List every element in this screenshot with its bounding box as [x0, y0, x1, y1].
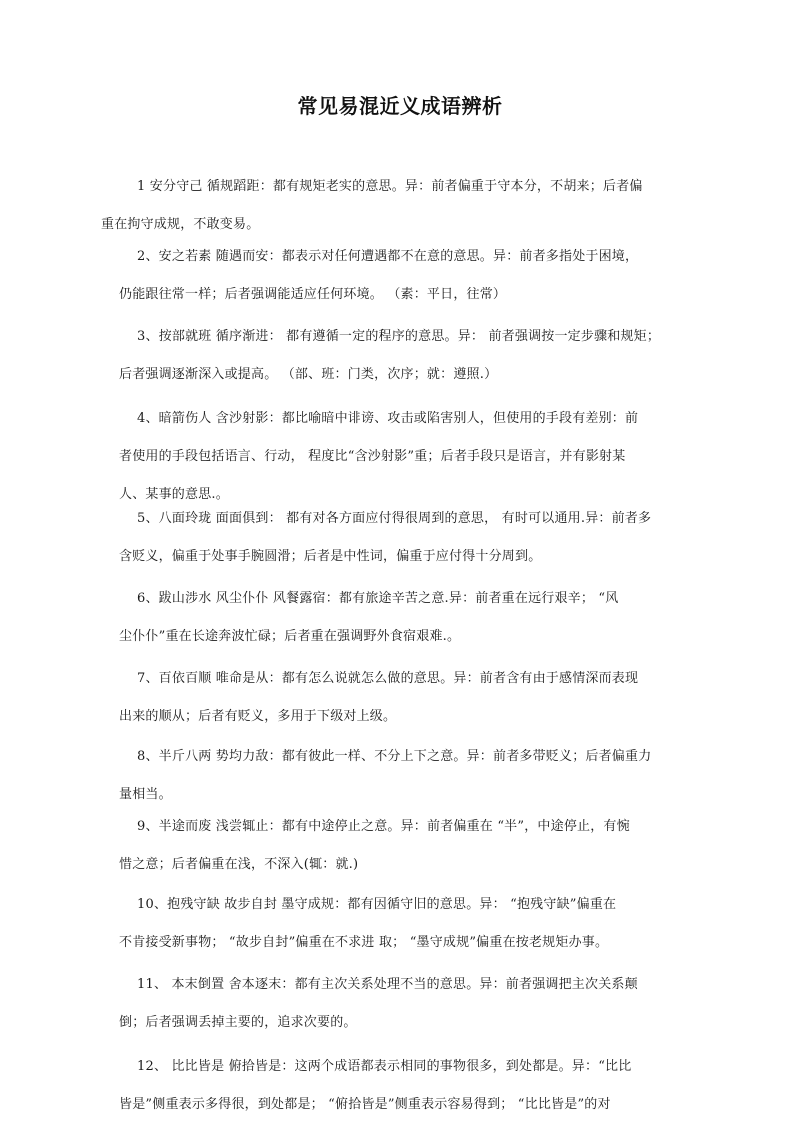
entry-line: 7、百依百顺 唯命是从：都有怎么说就怎么做的意思。异：前者含有由于感情深而表现 [137, 671, 639, 686]
entry-line: 2、安之若素 随遇而安：都表示对任何遭遇都不在意的意思。异：前者多指处于困境， [137, 249, 639, 264]
entry-3 [119, 318, 685, 394]
entry-line: 1 安分守己 循规蹈距：都有规矩老实的意思。异：前者偏重于守本分，不胡来；后者偏 [137, 179, 643, 194]
entry-line: 3、按部就班 循序渐进： 都有遵循一定的程序的意思。异： 前者强调按一定步骤和规矩； [137, 329, 661, 344]
entry-line: 8、半斤八两 势均力敌：都有彼此一样、不分上下之意。异：前者多带贬义；后者偏重力 [137, 749, 652, 764]
entry-11 [119, 966, 685, 1042]
entry-line: 不肯接受新事物； “故步自封”偏重在不求进 取； “墨守成规”偏重在按老规矩办事。 [119, 935, 609, 950]
entry-line: 4、暗箭伤人 含沙射影：都比喻暗中诽谤、攻击或陷害别人，但使用的手段有差别：前 [137, 411, 639, 426]
entry-6 [119, 580, 685, 656]
entry-5 [119, 500, 685, 576]
entry-line: 者使用的手段包括语言、行动， 程度比“含沙射影”重；后者手段只是语言，并有影射某 [119, 449, 626, 464]
entry-line: 皆是”侧重表示多得很，到处都是； “俯拾皆是”侧重表示容易得到； “比比皆是”的对 [119, 1097, 611, 1112]
entry-line: 仍能跟往常一样；后者强调能适应任何环境。 （素：平日，往常） [119, 287, 507, 302]
entry-10 [119, 886, 685, 962]
entry-line: 出来的顺从；后者有贬义，多用于下级对上级。 [119, 709, 397, 724]
entry-line: 倒；后者强调丢掉主要的，追求次要的。 [119, 1015, 357, 1030]
entry-7 [119, 660, 685, 736]
entry-line: 11、 本末倒置 舍本逐末：都有主次关系处理不当的意思。异：前者强调把主次关系颠 [137, 977, 638, 992]
entry-line: 6、跋山涉水 风尘仆仆 风餐露宿：都有旅途辛苦之意.异：前者重在远行艰辛； “风 [137, 591, 619, 606]
entry-line: 后者强调逐渐深入或提高。 （部、班：门类，次序；就：遵照.） [119, 367, 498, 382]
entry-line: 尘仆仆”重在长途奔波忙碌；后者重在强调野外食宿艰难.。 [119, 629, 461, 644]
entry-line: 10、抱残守缺 故步自封 墨守成规：都有因循守旧的意思。异： “抱残守缺”偏重在 [137, 897, 617, 912]
entry-line: 含贬义，偏重于处事手腕圆滑；后者是中性词，偏重于应付得十分周到。 [119, 549, 542, 564]
entry-2 [119, 238, 685, 314]
entry-line: 9、半途而废 浅尝辄止：都有中途停止之意。异：前者偏重在 “半”，中途停止，有惋 [137, 819, 630, 834]
entry-line: 5、八面玲珑 面面俱到： 都有对各方面应付得很周到的意思， 有时可以通用.异：前者多 [137, 511, 652, 526]
entry-8 [119, 738, 685, 814]
entry-line: 人、某事的意思.。 [119, 487, 229, 502]
entry-9 [119, 808, 685, 884]
entry-line: 12、 比比皆是 俯拾皆是：这两个成语都表示相同的事物很多，到处都是。异：“比比 [137, 1059, 632, 1074]
entry-line: 重在拘守成规，不敢变易。 [101, 217, 260, 232]
entry-1 [101, 168, 685, 244]
page-title: 常见易混近义成语辨析 [297, 94, 503, 118]
entry-line: 量相当。 [119, 787, 172, 802]
entry-4 [119, 400, 685, 514]
entry-line: 惜之意；后者偏重在浅，不深入(辄：就.) [119, 857, 359, 872]
entry-12 [119, 1048, 685, 1124]
